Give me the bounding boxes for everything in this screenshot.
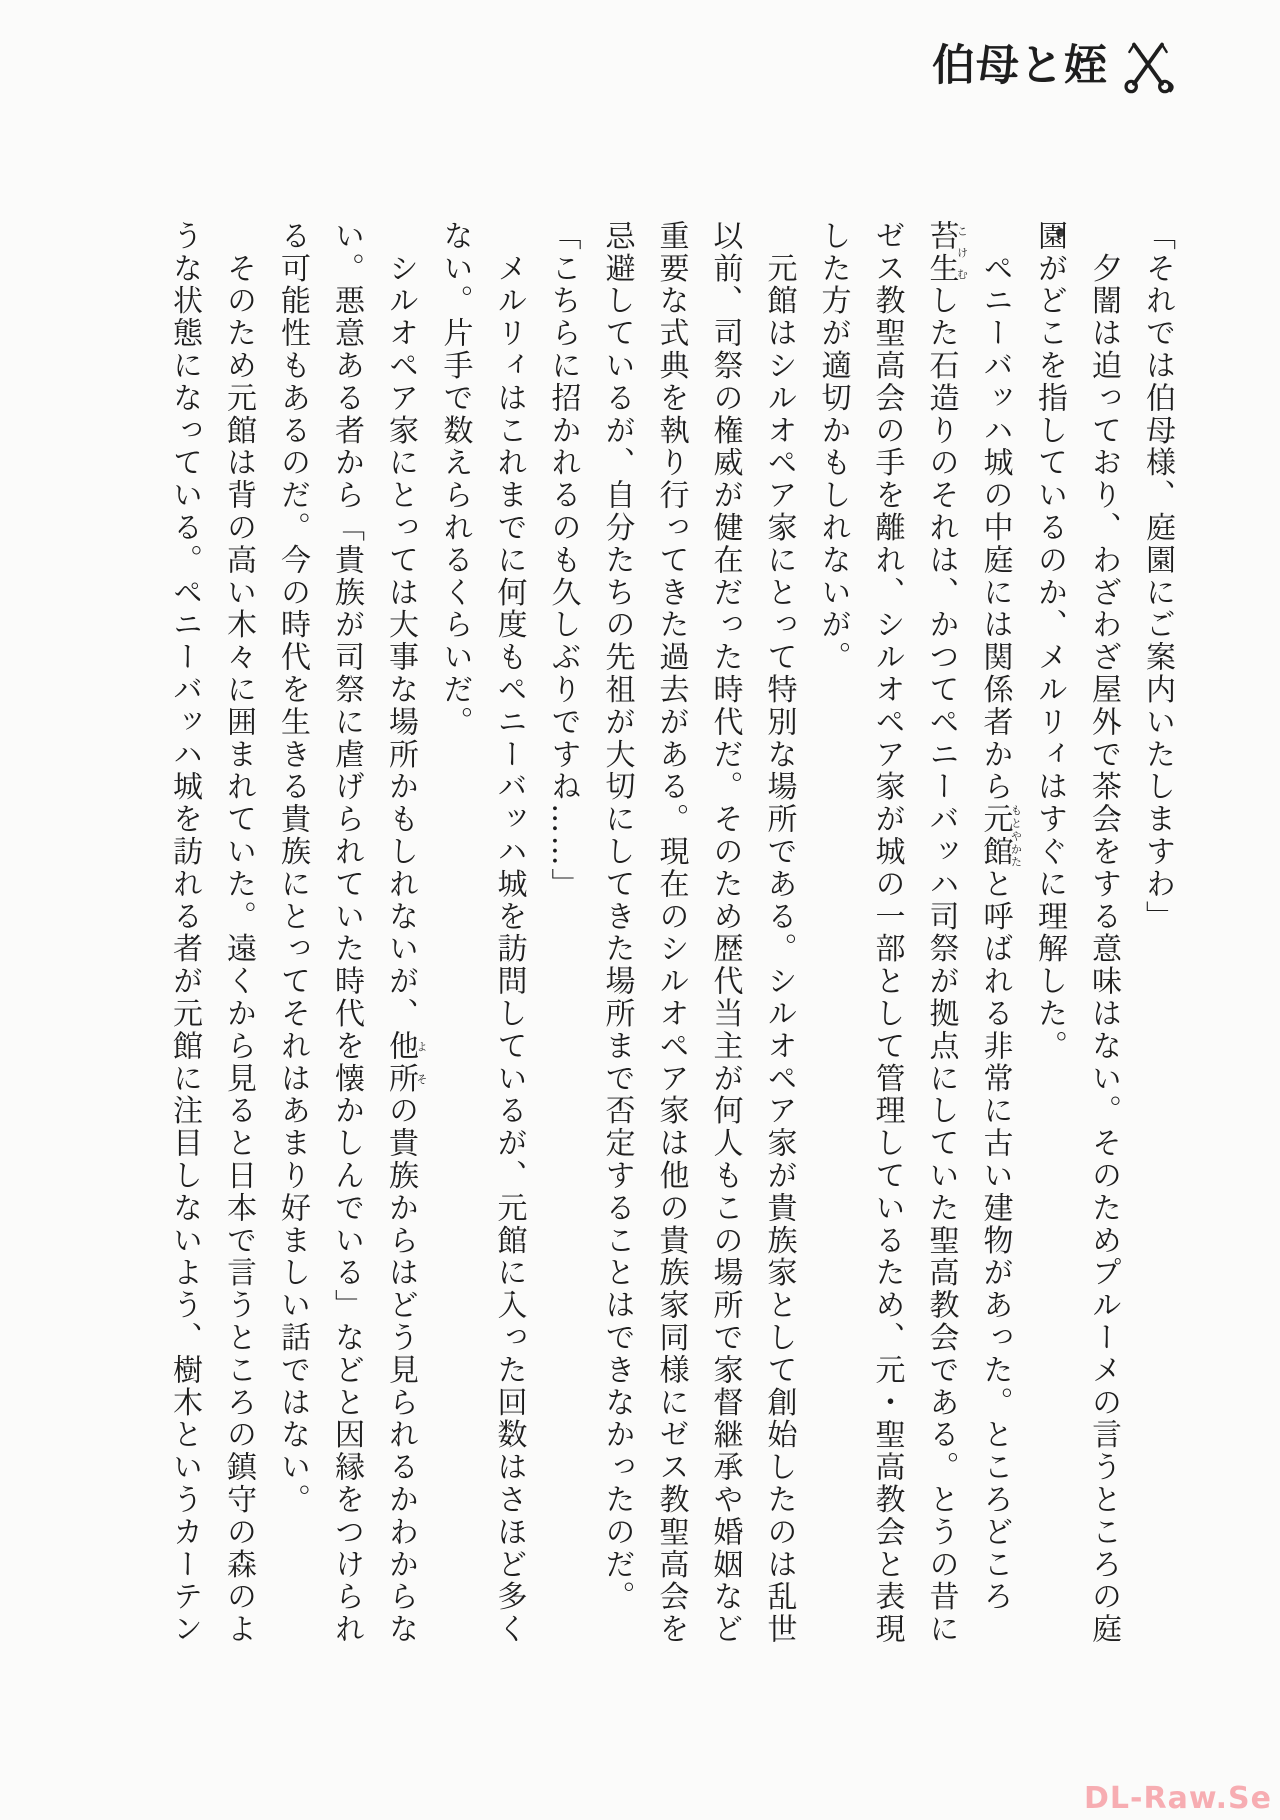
ruby-annotated-word: 苔生こけむ [923,220,969,285]
paragraph: 「それでは伯母様、庭園にご案内いたしますわ」 [1140,220,1175,933]
crossed-scissors-icon [1120,38,1176,94]
ruby-annotated-word: 元館もとやかた [977,803,1023,869]
body-text [144,220,1184,1647]
paragraph: 元館はシルオペア家にとって特別な場所である。シルオペア家が貴族家として創始したのは乱世以前、司祭の権威が健在だった時代だ。そのため歴代当主が何人もこの場所で家督継承や婚姻など重要な式典を執り行ってきた過去がある。現在のシルオペア家は他の貴族家同様にゼス教聖高会を忌避しているが、自分たちの先祖が大切にしてきた場所まで否定することはできなかったのだ。 [599,220,797,1646]
paragraph: シルオペア家にとっては大事な場所かもしれないが、他所よその貴族からはどう見られるかわからない。悪意ある者から「貴族が司祭に虐げられていた時代を懐かしんでいる」などと因縁をつけられる可能性もあるのだ。今の時代を生きる貴族にとってそれはあまり好ましい話ではない。 [275,220,428,1646]
chapter-title: 伯母と姪 [932,40,1108,91]
paragraph: 夕闇は迫っており、わざわざ屋外で茶会をする意味はない。そのためプルーメの言うところの庭園がどこを指しているのか、メルリィはすぐに理解した。 [1032,220,1121,1646]
paragraph: 「こちらに招かれるのも久しぶりですね……」 [545,220,581,901]
paragraph: メルリィはこれまでに何度もペニーバッハ城を訪問しているが、元館に入った回数はさほど多くない。片手で数えられるくらいだ。 [437,220,527,1646]
chapter-title-block [932,38,1176,94]
paragraph: ペニーバッハ城の中庭には関係者から元館もとやかたと呼ばれる非常に古い建物があった。ところどころ苔生こけむした石造りのそれは、かつてペニーバッハ司祭が拠点にしていた聖高教会である。とうの昔にゼス教聖高会の手を離れ、シルオペア家が城の一部として管理しているため、元・聖高教会と表現した方が適切かもしれないが。 [815,220,1023,1646]
watermark-text: DL-Raw.Se [1084,1781,1272,1816]
paragraph: そのため元館は背の高い木々に囲まれていた。遠くから見ると日本で言うところの鎮守の森のような状態になっている。ペニーバッハ城を訪れる者が元館に注目しないよう、樹木というカーテン [167,220,256,1646]
ruby-annotated-word: 他所よそ [383,1030,428,1095]
